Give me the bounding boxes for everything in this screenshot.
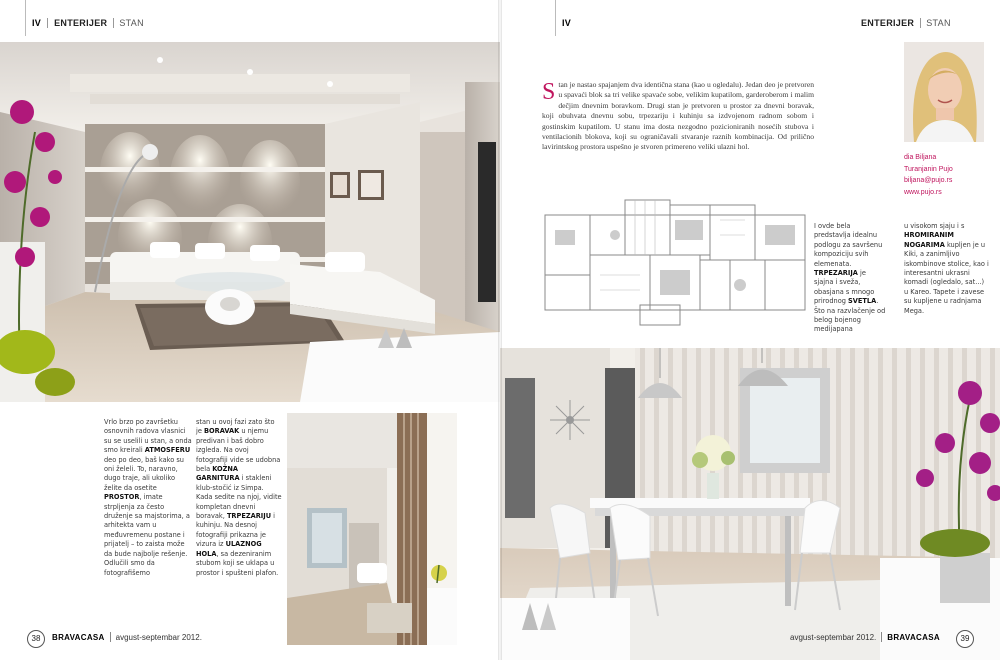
subcategory-label: STAN: [119, 18, 144, 28]
right-body-col-1: I ovde bela predstavlja idealnu podlogu za savršenu kompoziciju svih elemenata. TRPEZARIJA je sjajna i sveža, obasjana s mnogo prirodnog SVETLA. Što na razvlačenje od belog bojenog medijapana: [814, 222, 886, 334]
magazine-name: BRAVACASA: [52, 633, 105, 642]
credit-name: Turanjanin Pujo: [904, 165, 953, 173]
credit-website[interactable]: www.pujo.rs: [904, 188, 942, 196]
intro-paragraph: Stan je nastao spajanjem dva identična stana (kao u ogledalu). Jedan deo je pretvoren u spavaći blok sa tri velike spavaće sobe, velikim kupatilom, garderoberom i malim dečjim dnevnim boravkom. Drugi stan je pretvoren u prostor za dnevni boravak, koji obuhvata dnevnu sobu, trpezariju i kuhinju sa izdvojenom radnom sobom i gostinskim kupatilom. U stanu ima dosta nezgodno pozicioniranih nosećih stubova i ventilacionih blokova, koji su ograničavali stvaranje raznih kombinacija. Od prilično lavirintskog prostora uspešno je stvoren primereno veliki ulazni hol.: [542, 79, 814, 152]
left-body-col-2: stan u ovoj fazi zato što je BORAVAK u njemu predivan i baš dobro izgleda. Na ovoj fotografiji vide se udobna bela KOŽNA GARNITURA i stakleni klub-stočić iz Simpa. Kada sedite na njoj, vidite kompletan dnevni boravak, TRPEZARIJU i kuhinju. Na desnoj fotografiji prikazna je vizura iz ULAZNOG HOLA, sa dezeniranim stubom koji se uklapa u prostor i spušteni plafon.: [196, 418, 282, 577]
designer-credit: [904, 152, 953, 198]
left-body-col-1: Vrlo brzo po završetku osnovnih radova vlasnici su se uselili u stan, a onda smo kreirali ATMOSFERU deo po deo, baš kako su oni želeli. To, naravno, dugo traje, ali ukoliko želite da osetite PROSTOR, imate strpljenja za često druženje sa majstorima, a arhitekta vam u međuvremenu postane i prijatelj – to zaista može da bude najbolje rešenje. Odlučili smo da fotografišemo: [104, 418, 192, 577]
left-page-number: 38: [27, 630, 45, 648]
right-page-number: 39: [956, 630, 974, 648]
living-room-illustration: [0, 42, 500, 402]
designer-portrait: [904, 42, 984, 142]
issue-date: avgust-septembar 2012.: [115, 633, 202, 642]
header-rule: [25, 0, 26, 36]
left-footer: [52, 632, 202, 642]
floor-plan: [540, 195, 810, 330]
dropcap: S: [542, 79, 556, 105]
magazine-name: BRAVACASA: [887, 633, 940, 642]
left-header: [32, 18, 144, 28]
right-page: [500, 0, 1000, 660]
spine-shadow: [498, 0, 502, 660]
portrait-illustration: [904, 42, 984, 142]
credit-line: dia Biljana: [904, 154, 937, 161]
credit-email[interactable]: biljana@pujo.rs: [904, 177, 953, 184]
right-body-col-2: u visokom sjaju i s HROMIRANIM NOGARIMA kupljen je u Kiki, a zanimljivo iskombinove stolice, kao i interesantni ukrasni komadi (ogledalo, sat...) u Kareo. Tapete i zavese su kupljene u radnjama Mega.: [904, 222, 989, 315]
hallway-photo: [287, 413, 457, 645]
dining-room-photo: [500, 348, 1000, 660]
subcategory-label: STAN: [926, 18, 951, 28]
dining-room-illustration: [500, 348, 1000, 660]
category-label: ENTERIJER: [861, 18, 921, 28]
hallway-illustration: [287, 413, 457, 645]
category-label: ENTERIJER: [54, 18, 114, 28]
right-header: [861, 18, 951, 28]
section-label: IV: [32, 18, 48, 28]
right-header-section: [562, 18, 571, 28]
issue-date: avgust-septembar 2012.: [790, 633, 877, 642]
header-rule: [555, 0, 556, 36]
right-footer: [790, 632, 940, 642]
living-room-photo: [0, 42, 500, 402]
section-label: IV: [562, 18, 572, 28]
floor-plan-drawing: [540, 195, 810, 330]
